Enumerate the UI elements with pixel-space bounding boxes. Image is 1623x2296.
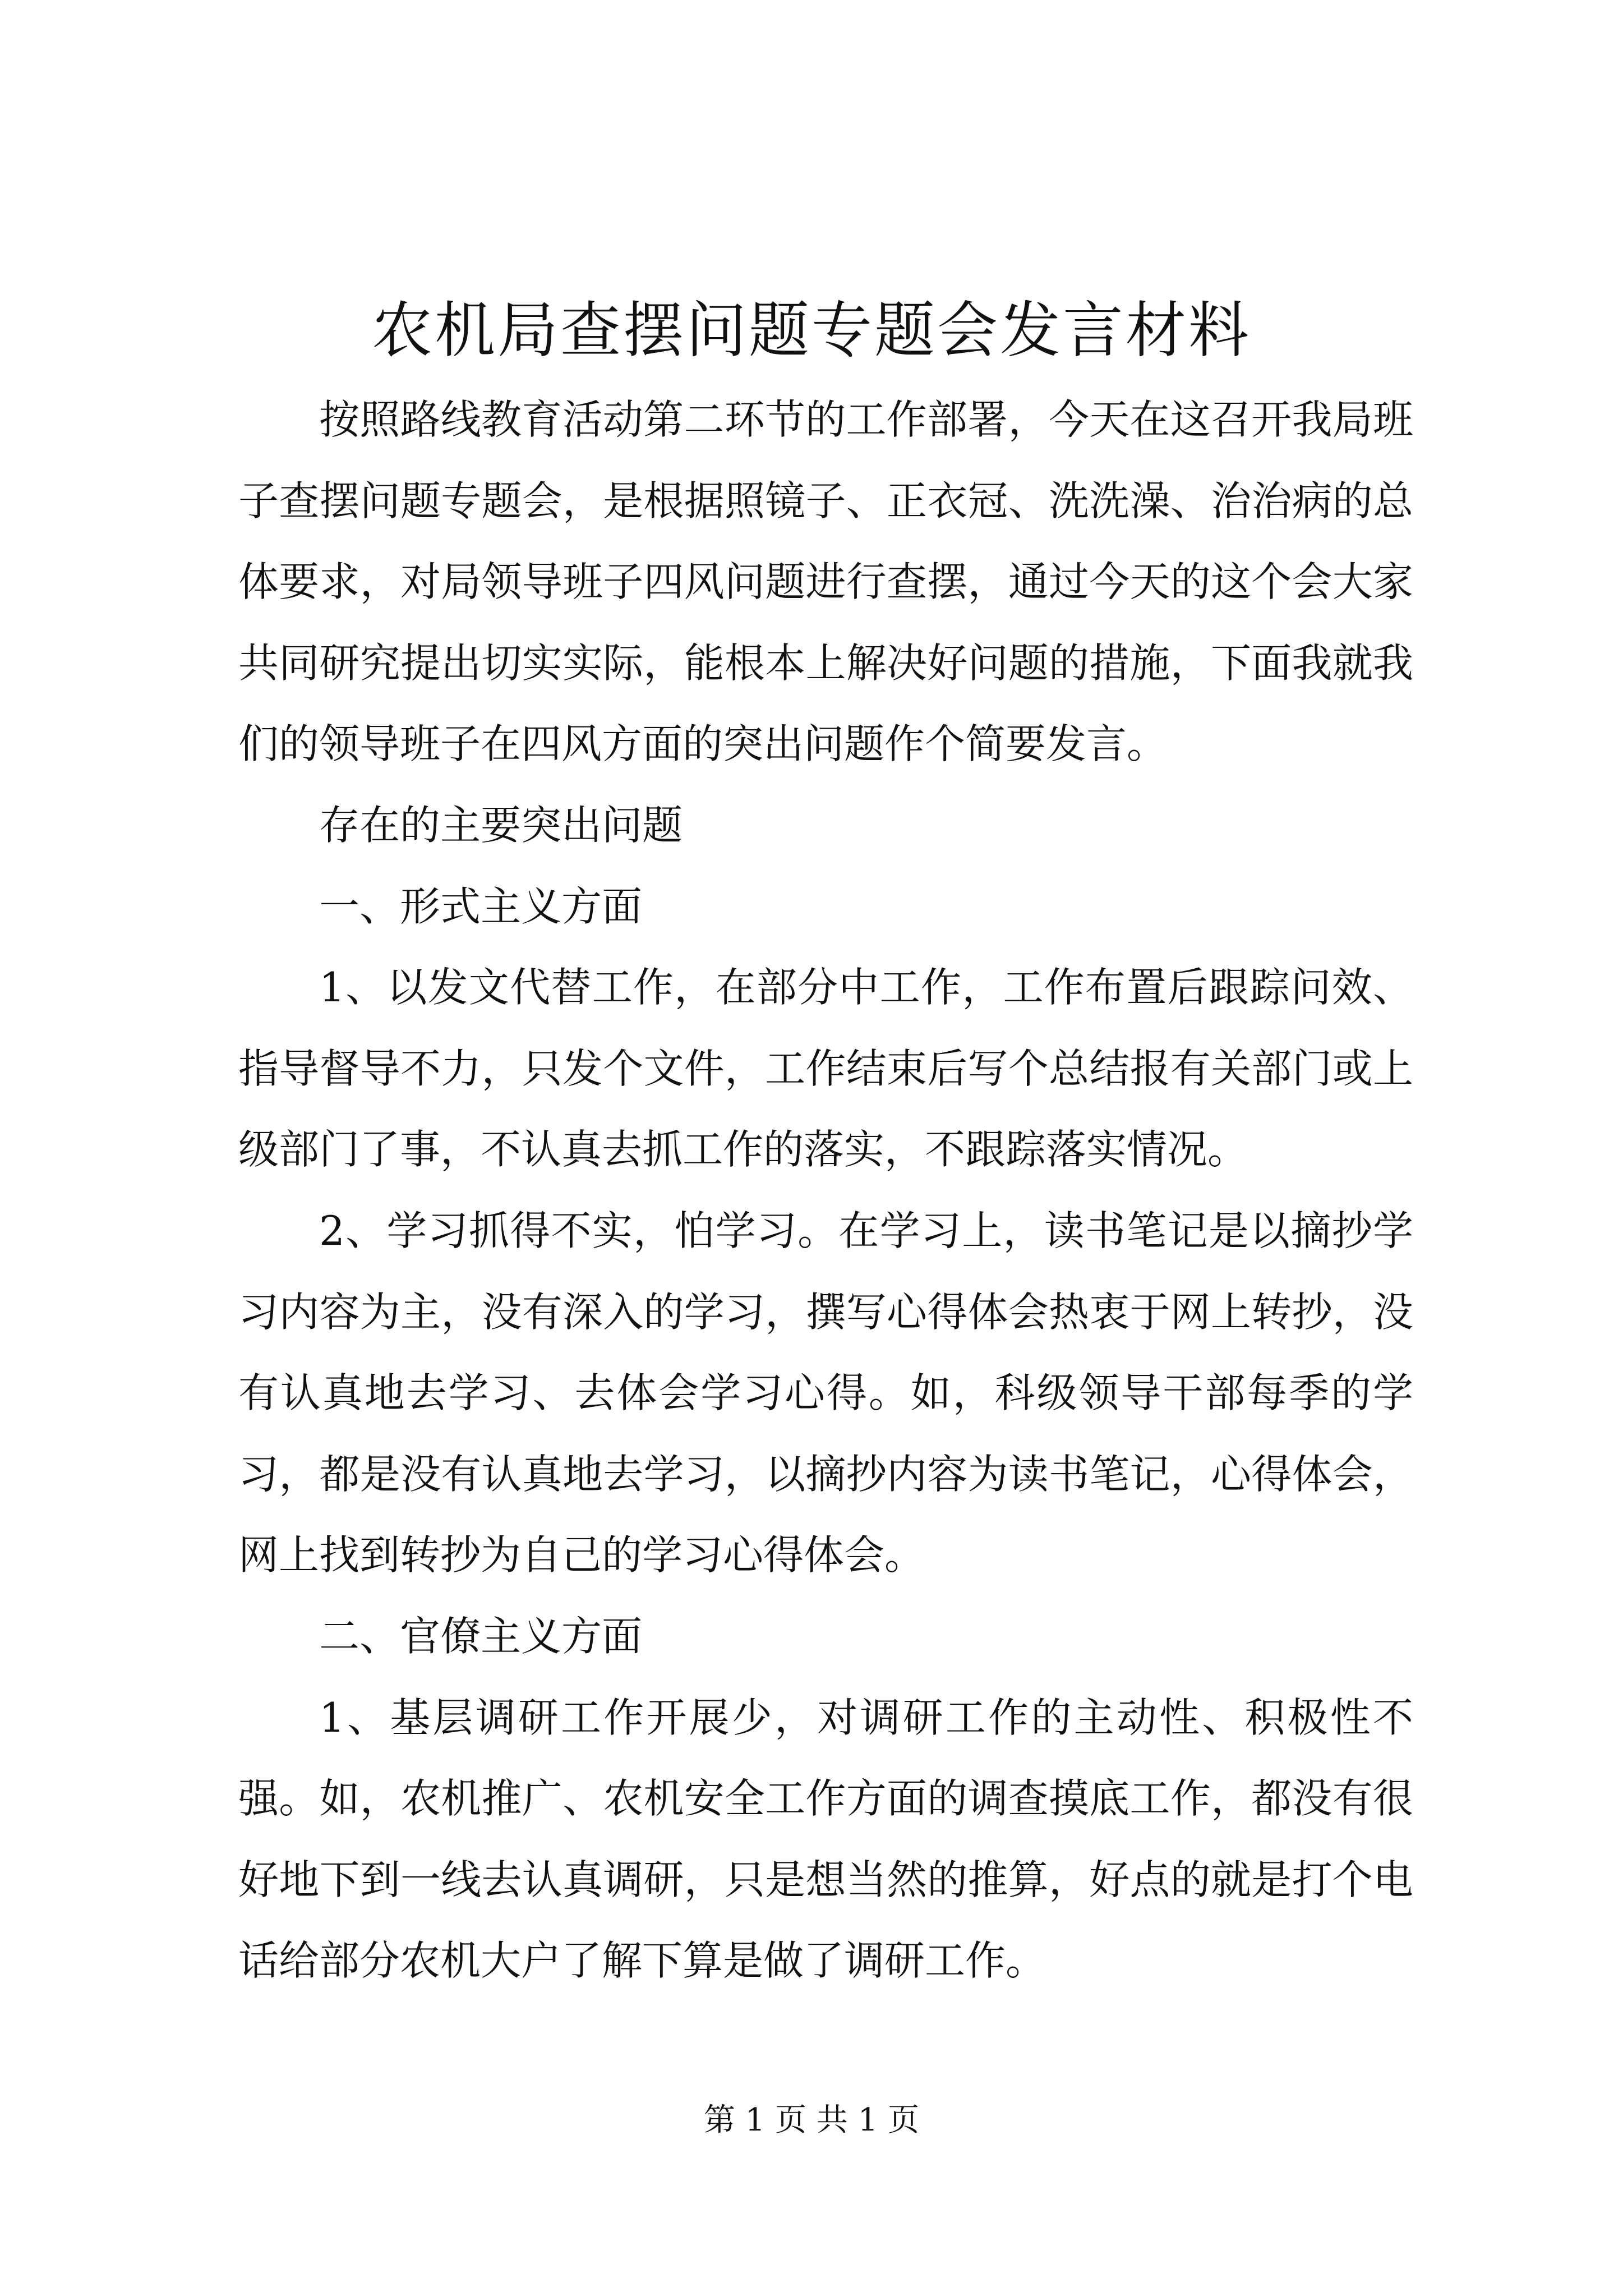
section-heading-bureaucratism: 二、官僚主义方面 <box>319 1612 643 1660</box>
document-title: 农机局查摆问题专题会发言材料 <box>371 296 1251 366</box>
paragraph-formalism-2: 2、学习抓得不实，怕学习。在学习上，读书笔记是以摘抄学习内容为主，没有深入的学习，撰写心得体会热衷于网上转抄，没有认真地去学习、去体会学习心得。如，科级领导干部每季的学习，都是没有认真地去学习，以摘抄内容为读书笔记，心得体会，网上找到转抄为自己的学习心得体会。 <box>238 1207 1413 1579</box>
section-heading-main-problems: 存在的主要突出问题 <box>319 801 683 849</box>
document-body <box>238 379 1413 2001</box>
paragraph-intro: 按照路线教育活动第二环节的工作部署，今天在这召开我局班子查摆问题专题会，是根据照镜子、正衣冠、洗洗澡、治治病的总体要求，对局领导班子四风问题进行查摆，通过今天的这个会大家共同研究提出切实实际，能根本上解决好问题的措施，下面我就我们的领导班子在四风方面的突出问题作个简要发言。 <box>238 396 1413 768</box>
paragraph-bureaucratism-1: 1、基层调研工作开展少，对调研工作的主动性、积极性不强。如，农机推广、农机安全工作方面的调查摸底工作，都没有很好地下到一线去认真调研，只是想当然的推算，好点的就是打个电话给部分农机大户了解下算是做了调研工作。 <box>238 1694 1413 1985</box>
paragraph-formalism-1: 1、以发文代替工作，在部分中工作，工作布置后跟踪问效、指导督导不力，只发个文件，工作结束后写个总结报有关部门或上级部门了事，不认真去抓工作的落实，不跟踪落实情况。 <box>238 964 1413 1174</box>
section-heading-formalism: 一、形式主义方面 <box>319 882 643 930</box>
page-number-footer: 第 1 页 共 1 页 <box>703 2102 920 2138</box>
